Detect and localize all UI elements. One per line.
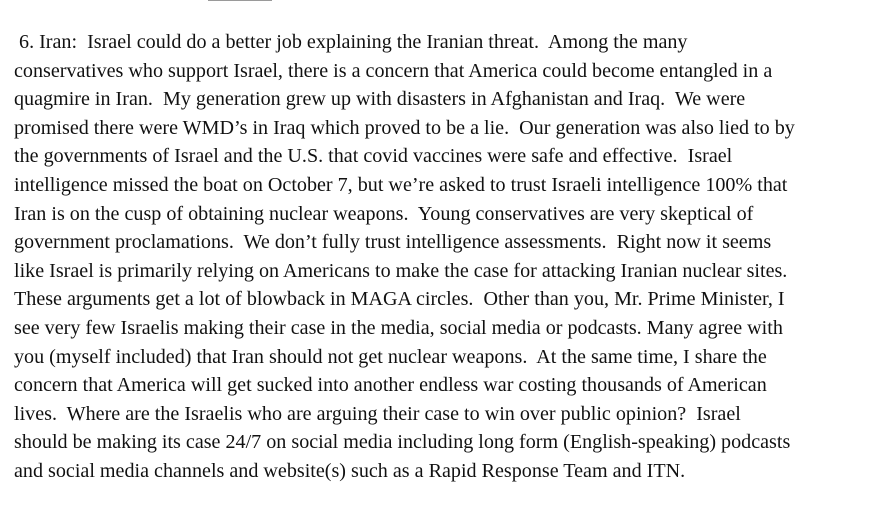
document-line: see very few Israelis making their case in the media, social media or podcasts. Many agree with	[14, 316, 783, 339]
document-line: and social media channels and website(s) such as a Rapid Response Team and ITN.	[14, 459, 686, 482]
document-line: like Israel is primarily relying on Americans to make the case for attacking Iranian nuclear sites.	[14, 259, 788, 282]
document-line: promised there were WMD’s in Iraq which proved to be a lie. Our generation was also lied to by	[14, 116, 795, 139]
document-line: Iran is on the cusp of obtaining nuclear weapons. Young conservatives are very skeptical of	[14, 202, 754, 225]
document-line: concern that America will get sucked into another endless war costing thousands of American	[14, 374, 767, 397]
document-line: 6. Iran: Israel could do a better job explaining the Iranian threat. Among the many	[14, 31, 688, 53]
document-line: should be making its case 24/7 on social media including long form (English-speaking) podcasts	[14, 431, 791, 454]
document-line: intelligence missed the boat on October 7, but we’re asked to trust Israeli intelligence 100% that	[14, 173, 788, 196]
document-line: conservatives who support Israel, there is a concern that America could become entangled in a	[14, 59, 773, 82]
document-paragraph	[14, 28, 882, 486]
document-line: lives. Where are the Israelis who are arguing their case to win over public opinion? Israel	[14, 402, 741, 425]
top-edge-mark	[208, 0, 272, 1]
document-line: you (myself included) that Iran should not get nuclear weapons. At the same time, I share the	[14, 345, 767, 368]
document-line: quagmire in Iran. My generation grew up with disasters in Afghanistan and Iraq. We were	[14, 88, 746, 111]
document-line: government proclamations. We don’t fully trust intelligence assessments. Right now it seems	[14, 231, 772, 254]
document-line: These arguments get a lot of blowback in MAGA circles. Other than you, Mr. Prime Minister, I	[14, 288, 785, 311]
document-line: the governments of Israel and the U.S. that covid vaccines were safe and effective. Israel	[14, 145, 733, 168]
